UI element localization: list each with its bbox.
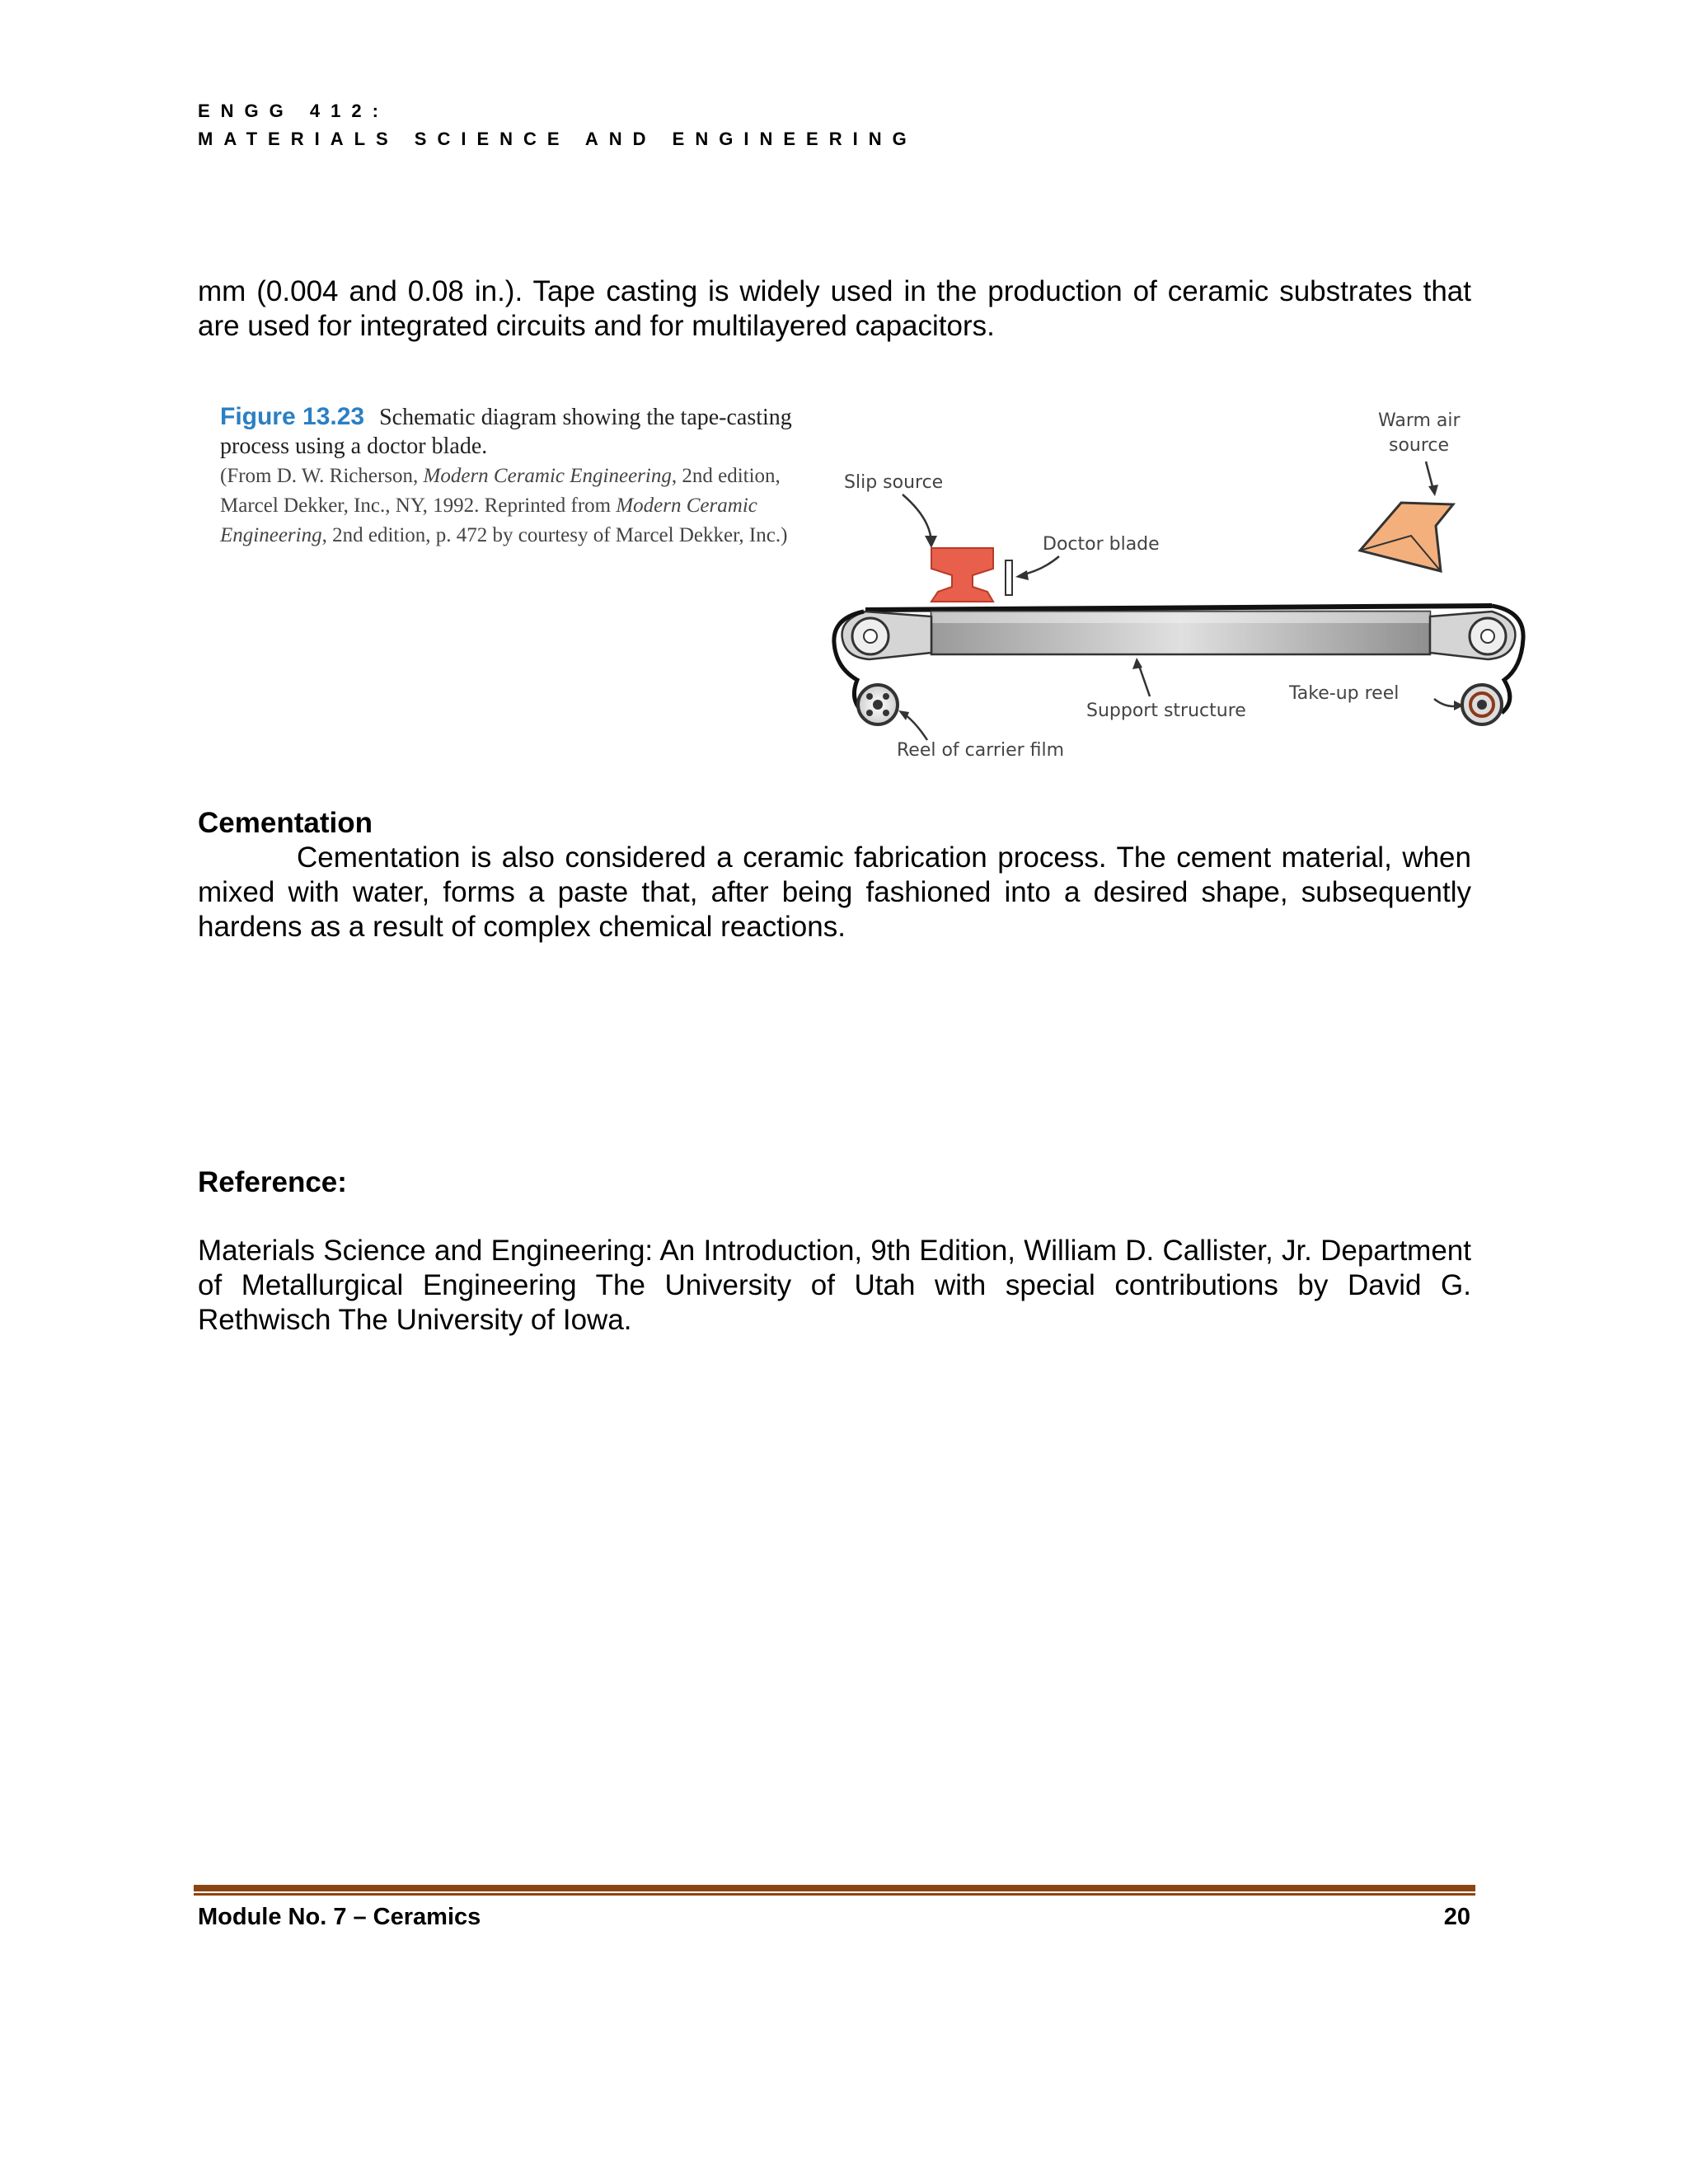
cementation-heading: Cementation	[198, 807, 373, 839]
doctor-blade-label: Doctor blade	[1043, 534, 1160, 555]
footer-rule	[194, 1885, 1475, 1891]
warm-air-source	[1360, 503, 1453, 571]
reference-heading: Reference:	[198, 1166, 347, 1198]
reference-text: Materials Science and Engineering: An Introduction, 9th Edition, William D. Callister, Jr. Department of Metallurgical Engineering The University of Utah with special contributions by David G. Rethwisch The University of Iowa.	[198, 1235, 1471, 1336]
carrier-film-label: Reel of carrier film	[897, 740, 1065, 761]
footer-module: Module No. 7 – Ceramics	[198, 1904, 481, 1930]
warm-air-label-2: source	[1389, 435, 1450, 456]
tape-casting-diagram	[824, 396, 1533, 783]
figure-source: (From D. W. Richerson, Modern Ceramic Engineering, 2nd edition, Marcel Dekker, Inc., NY, 1992. Reprinted from Modern Ceramic Engineering, 2nd edition, p. 472 by courtesy of Marcel Dekker, Inc.)	[220, 465, 788, 546]
carrier-film-reel	[858, 685, 898, 724]
support-structure-label: Support structure	[1086, 701, 1246, 721]
slip-hopper	[931, 548, 993, 602]
figure-title: Schematic diagram showing the tape-casting process using a doctor blade.	[220, 405, 792, 459]
cementation-paragraph: Cementation is also considered a ceramic fabrication process. The cement material, when mixed with water, forms a paste that, after being fashioned into a desired shape, subsequently hardens as a result of complex chemical reactions.	[198, 841, 1471, 943]
take-up-reel-label: Take-up reel	[1289, 683, 1400, 704]
slip-source-label: Slip source	[844, 472, 944, 493]
page-number: 20	[1443, 1904, 1470, 1930]
figure-number: Figure 13.23	[220, 403, 365, 430]
figure-caption	[220, 402, 822, 550]
footer-rule-thin	[194, 1893, 1475, 1896]
course-title: MATERIALS SCIENCE AND ENGINEERING	[198, 129, 917, 149]
doctor-blade	[1006, 560, 1012, 595]
take-up-reel	[1462, 685, 1502, 724]
running-header	[198, 97, 917, 153]
intro-paragraph: mm (0.004 and 0.08 in.). Tape casting is widely used in the production of ceramic substrates that are used for integrated circuits and for multilayered capacitors.	[198, 275, 1471, 342]
course-code: ENGG 412:	[198, 101, 389, 121]
warm-air-label-1: Warm air	[1378, 410, 1461, 431]
